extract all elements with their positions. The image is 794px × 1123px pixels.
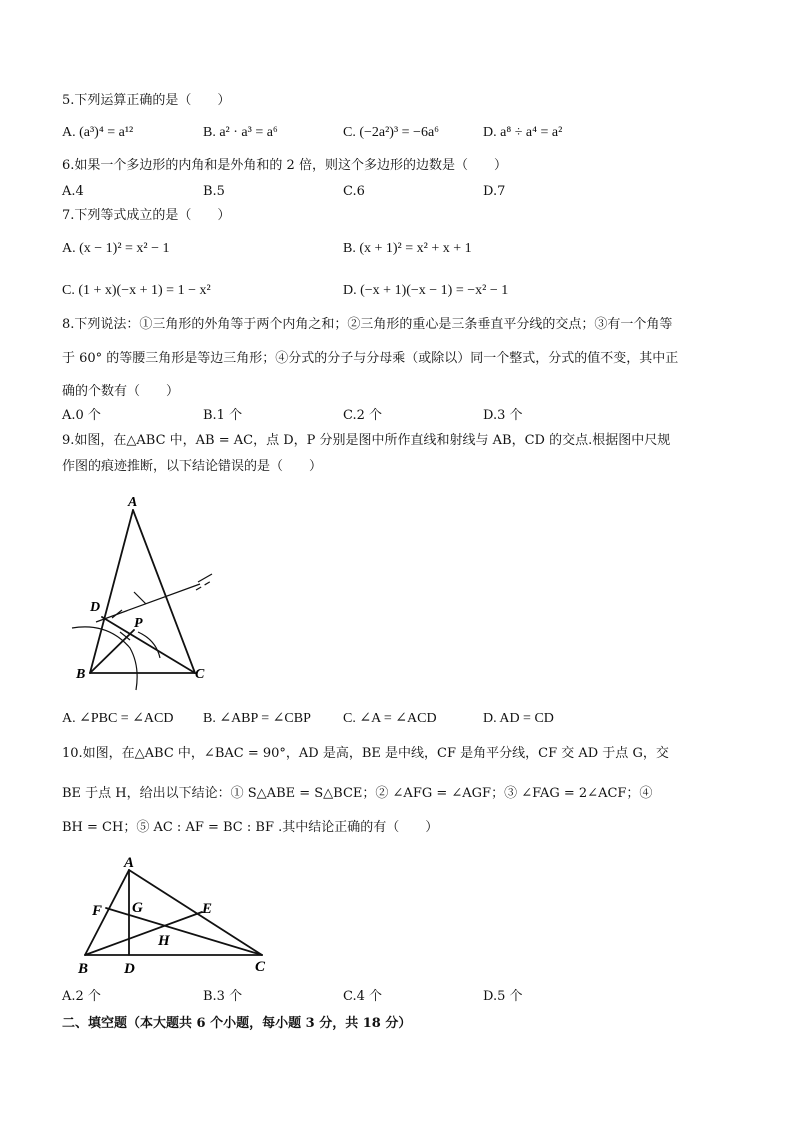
- q10-line-3: BH = CH；⑤ AC : AF = BC : BF .其中结论正确的有（ ）: [62, 820, 439, 835]
- q9-arc-mark-3: [112, 610, 122, 618]
- q10-line-2: BE 于点 H，给出以下结论：① S△ABE = S△BCE；② ∠AFG = ∠AGF；③ ∠FAG = 2∠ACF；④: [62, 786, 653, 801]
- q6-option-b: B.5: [203, 184, 225, 199]
- q5-option-c: C. (−2a²)³ = −6a⁶: [343, 125, 440, 140]
- q9-label-a: A: [128, 495, 138, 510]
- q7-option-c: C. (1 + x)(−x + 1) = 1 − x²: [62, 283, 211, 298]
- q7-option-b: B. (x + 1)² = x² + x + 1: [343, 241, 472, 256]
- q10-label-c: C: [255, 959, 266, 975]
- q9-bisector-end: [198, 574, 212, 582]
- q9-line-2: 作图的痕迹推断，以下结论错误的是（ ）: [62, 459, 323, 474]
- q5-stem: 5.下列运算正确的是（ ）: [62, 93, 231, 108]
- q9-segment-cd: [102, 617, 195, 673]
- q7-stem: 7.下列等式成立的是（ ）: [62, 208, 231, 223]
- q9-option-c: C. ∠A = ∠ACD: [343, 711, 437, 726]
- section-2-title: 二、填空题（本大题共 6 个小题，每小题 3 分，共 18 分）: [62, 1016, 412, 1031]
- q9-label-d: D: [90, 600, 101, 615]
- q6-stem: 6.如果一个多边形的内角和是外角和的 2 倍，则这个多边形的边数是（ ）: [62, 158, 507, 173]
- q10-label-f: F: [92, 903, 103, 919]
- q10-label-d: D: [124, 961, 135, 977]
- q9-label-c: C: [195, 667, 205, 682]
- q8-line-2: 于 60° 的等腰三角形是等边三角形；④分式的分子与分母乘（或除以）同一个整式，分式的值不变，其中正: [62, 351, 679, 366]
- q9-figure: [60, 490, 230, 700]
- q7-option-d: D. (−x + 1)(−x − 1) = −x² − 1: [343, 283, 509, 298]
- q10-label-h: H: [158, 933, 170, 949]
- q10-option-a: A.2 个: [62, 989, 101, 1004]
- q6-option-d: D.7: [483, 184, 506, 199]
- q9-option-b: B. ∠ABP = ∠CBP: [203, 711, 311, 726]
- q8-line-1: 8.下列说法：①三角形的外角等于两个内角之和；②三角形的重心是三条垂直平分线的交点；③有一个角等: [62, 317, 673, 332]
- q10-option-c: C.4 个: [343, 989, 383, 1004]
- q9-option-a: A. ∠PBC = ∠ACD: [62, 711, 174, 726]
- q5-option-a: A. (a³)⁴ = a¹²: [62, 125, 134, 140]
- q8-option-b: B.1 个: [203, 408, 243, 423]
- q9-side-ab: [90, 510, 133, 673]
- q10-label-b: B: [78, 961, 89, 977]
- q8-option-a: A.0 个: [62, 408, 101, 423]
- q10-line-1: 10.如图，在△ABC 中，∠BAC = 90°，AD 是高，BE 是中线，CF 是角平分线，CF 交 AD 于点 G，交: [62, 746, 669, 761]
- q5-option-d: D. a⁸ ÷ a⁴ = a²: [483, 125, 563, 140]
- q6-option-c: C.6: [343, 184, 365, 199]
- q9-arc-mark-1: [134, 592, 146, 604]
- q10-figure: [62, 850, 282, 980]
- q10-label-a: A: [124, 855, 135, 871]
- q9-side-ac: [133, 510, 195, 673]
- q10-option-d: D.5 个: [483, 989, 523, 1004]
- q9-label-b: B: [76, 667, 86, 682]
- q9-line-1: 9.如图，在△ABC 中，AB = AC，点 D，P 分别是图中所作直线和射线与 AB，CD 的交点.根据图中尺规: [62, 433, 671, 448]
- q10-side-ac: [129, 870, 262, 955]
- q5-option-b: B. a² · a³ = a⁶: [203, 125, 278, 140]
- q8-line-3: 确的个数有（ ）: [62, 384, 180, 399]
- q9-label-p: P: [134, 616, 143, 631]
- q10-label-e: E: [202, 901, 213, 917]
- q8-option-c: C.2 个: [343, 408, 383, 423]
- q7-option-a: A. (x − 1)² = x² − 1: [62, 241, 170, 256]
- q8-option-d: D.3 个: [483, 408, 523, 423]
- q6-option-a: A.4: [62, 184, 84, 199]
- q10-option-b: B.3 个: [203, 989, 243, 1004]
- q10-label-g: G: [132, 900, 143, 916]
- q9-option-d: D. AD = CD: [483, 711, 554, 726]
